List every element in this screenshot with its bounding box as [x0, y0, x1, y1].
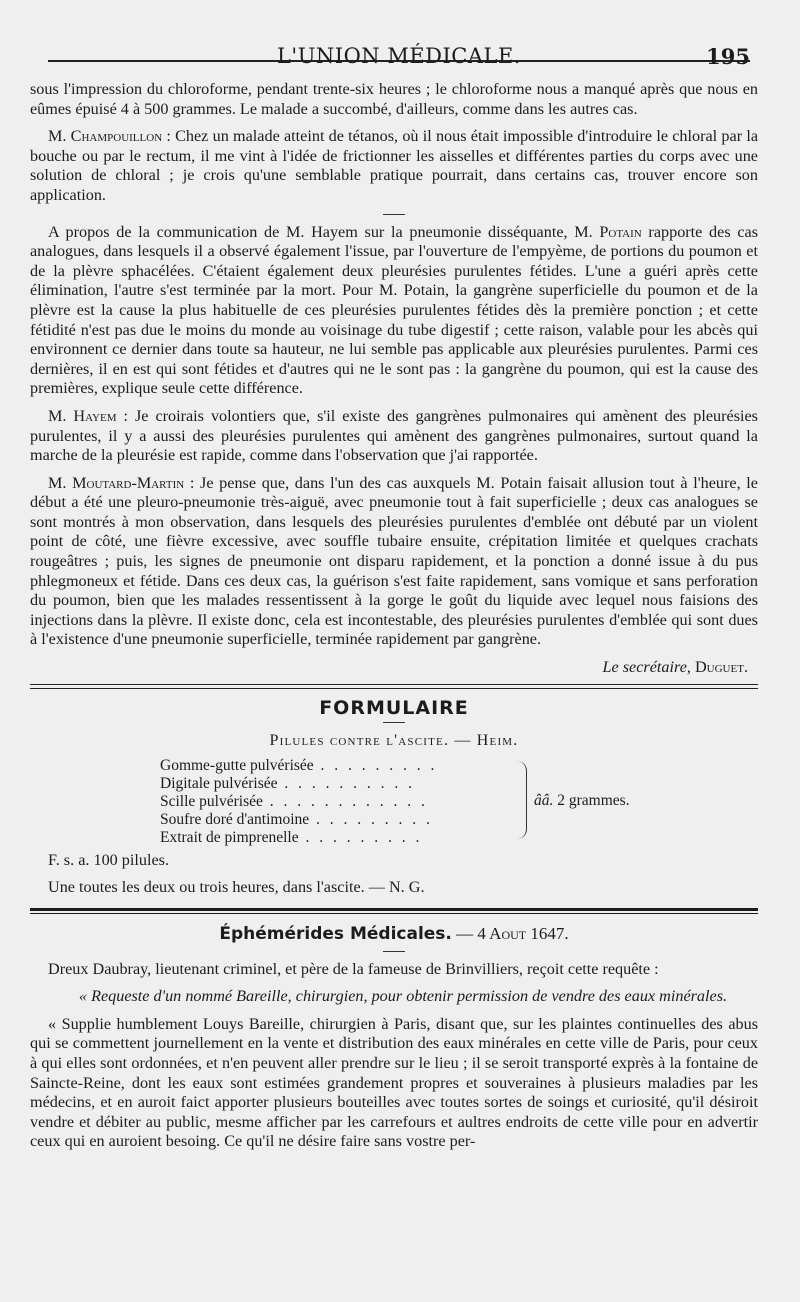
paragraph-hayem — [30, 407, 758, 466]
paragraph-potain — [30, 223, 758, 399]
separator — [383, 214, 405, 215]
paragraph-text: : Chez un malade atteint de tétanos, où il nous était impossible d'introduire le chloral par la bouche ou par le rectum, il me vint à l'idée de frictionner les aisselles et différentes parties du corps avec une solution de chloral ; je crois qu'une semblable pratique pourrait, dans certains cas, trouver encore son application. — [30, 127, 758, 204]
formulaire-subtitle: Pilules contre l'ascite. — Heim. — [269, 732, 519, 750]
paragraph-text-b: rapporte des cas analogues, dans lesquels il a observé également l'issue, par l'ouverture de l'empyème, de portions du poumon et de la plèvre sphacélées. C'étaient également deux pleurésies purulentes fétides. L'une a guéri après cette élimination, l'autre s'est terminée par la mort. Pour M. Potain, la gangrène superficielle du poumon et de la plèvre est la cause la plus habituelle de ces pleurésies purulentes fétides dès la première ponction ; et cette fétidité n'est pas due le moins du monde au voisinage du tube digestif ; cette raison, valable pour les abcès qui environnent ce dernier dans toute sa hauteur, ne lui semble pas applicable aux pleurésies purulentes. Parmi ces dernières, il en est qui sont fétides et d'autres qui ne le sont pas : la gangrène du poumon, qui est la cause des premières, explique seule cette différence. — [30, 222, 758, 398]
signature — [30, 658, 748, 678]
ephemerides-intro: Dreux Daubray, lieutenant criminel, et père de la fameuse de Brinvilliers, reçoit cette requête : — [48, 959, 659, 978]
formula-usage: Une toutes les deux ou trois heures, dans l'ascite. — N. G. — [48, 878, 425, 897]
page-number: 195 — [706, 44, 750, 69]
speaker-name: M. Hayem — [48, 406, 117, 425]
formula-block — [160, 757, 680, 847]
ingredient-line: Soufre doré d'antimoine . . . . . . . . . — [160, 810, 433, 828]
speaker-name: M. Champouillon — [48, 127, 163, 146]
brace — [516, 761, 527, 839]
running-head — [48, 0, 750, 69]
speaker-name: Potain — [599, 222, 642, 241]
speaker-name: M. Moutard-Martin — [48, 473, 185, 492]
ingredient-line: Extrait de pimprenelle . . . . . . . . . — [160, 828, 423, 846]
dose: ââ. 2 grammes. — [534, 791, 630, 809]
separator — [383, 722, 405, 723]
paragraph-moutard-martin — [30, 474, 758, 650]
ingredient-line: Digitale pulvérisée . . . . . . . . . . — [160, 774, 415, 792]
requete-body: « Supplie humblement Louys Bareille, chirurgien à Paris, disant que, sur les plaintes continuelles des abus qui se commettent journellement en la vente et distribution des eaux minérales en cette ville de Paris, pour ceux à qui elles sont ordonnées, et n'en peuvent aller prendre sur le lieu ; il se seroit transporté exprès à la fontaine de Saincte-Reine, dont les eaux sont estimées grandement propres et souveraines à plusieurs maladies par les médecins, et en auroit faict apporter plusieurs bouteilles avec toutes sortes de soings et curiosité, qu'il désiroit vendre et débiter au public, mesme afficher par les carrefours et aultres endroits de cette ville pour en advertir ceux qui en auroient besoing. Ce qu'il ne désire faire sans vostre per- — [30, 1014, 758, 1151]
formula-f-line: F. s. a. 100 pilules. — [48, 850, 170, 869]
paragraph-text: : Je pense que, dans l'un des cas auxquels M. Potain faisait allusion tout à l'heure, le début a été une pleuro-pneumonie très-aiguë, avec pneumonie tout à fait superficielle ; deux cas analogues se sont montrés à mon observation, dans lesquels des pleurésies purulentes d'emblée ont débuté par un violent point de côté, une fièvre excessive, avec souffle tubaire ensuite, crépitation limitée et quelques crachats rougeâtres ; puis, les signes de pneumonie ont disparu rapidement, et la ponction a donné issue à du pus phlegmoneux et fétide. Dans ces deux cas, la guérison s'est faite rapidement, sans vomique et sans perforation du poumon, bien que les malades ressentissent à la gorge le goût du liquide avec lequel nous faisions des injections dans la plèvre. Il existe donc, cela est incontestable, des pleurésies purulentes d'emblée qui sont dues à l'existence d'une pneumonie superficielle, terminée rapidement par gangrène. — [30, 473, 758, 649]
ingredient-line: Scille pulvérisée . . . . . . . . . . . . — [160, 792, 428, 810]
section-divider — [30, 684, 758, 689]
formulaire-title: FORMULAIRE — [319, 696, 469, 719]
paragraph-champouillon — [30, 127, 758, 205]
requete-title: « Requeste d'un nommé Bareille, chirurgien, pour obtenir permission de vendre des eaux minérales. — [78, 987, 728, 1006]
ingredient-line: Gomme-gutte pulvérisée . . . . . . . . . — [160, 756, 438, 774]
paragraph-text-a: A propos de la communication de M. Hayem sur la pneumonie disséquante, M. — [48, 222, 600, 241]
signature-name: Duguet. — [694, 658, 748, 677]
paragraph-chloroforme: sous l'impression du chloroforme, pendant trente-six heures ; le chloroforme nous a manqué après que nous en eûmes épuisé 4 à 500 grammes. Le malade a succombé, d'ailleurs, comme dans les autres cas. — [30, 80, 758, 118]
section-divider-heavy — [30, 908, 758, 914]
article-body — [30, 80, 758, 1152]
signature-label: Le secrétaire, — [602, 658, 691, 677]
separator — [383, 951, 405, 952]
paragraph-text: : Je croirais volontiers que, s'il existe des gangrènes pulmonaires qui amènent des pleurésies purulentes, il y a aussi des pleurésies purulentes qui amènent des gangrènes pulmonaires, surtout quand la marche de la pleurésie est rapide, comme dans l'observation que j'ai rapportée. — [30, 406, 758, 465]
running-title: L'UNION MÉDICALE. — [276, 44, 521, 68]
ephemerides-title: Éphémérides Médicales. — 4 Aout 1647. — [219, 924, 569, 944]
